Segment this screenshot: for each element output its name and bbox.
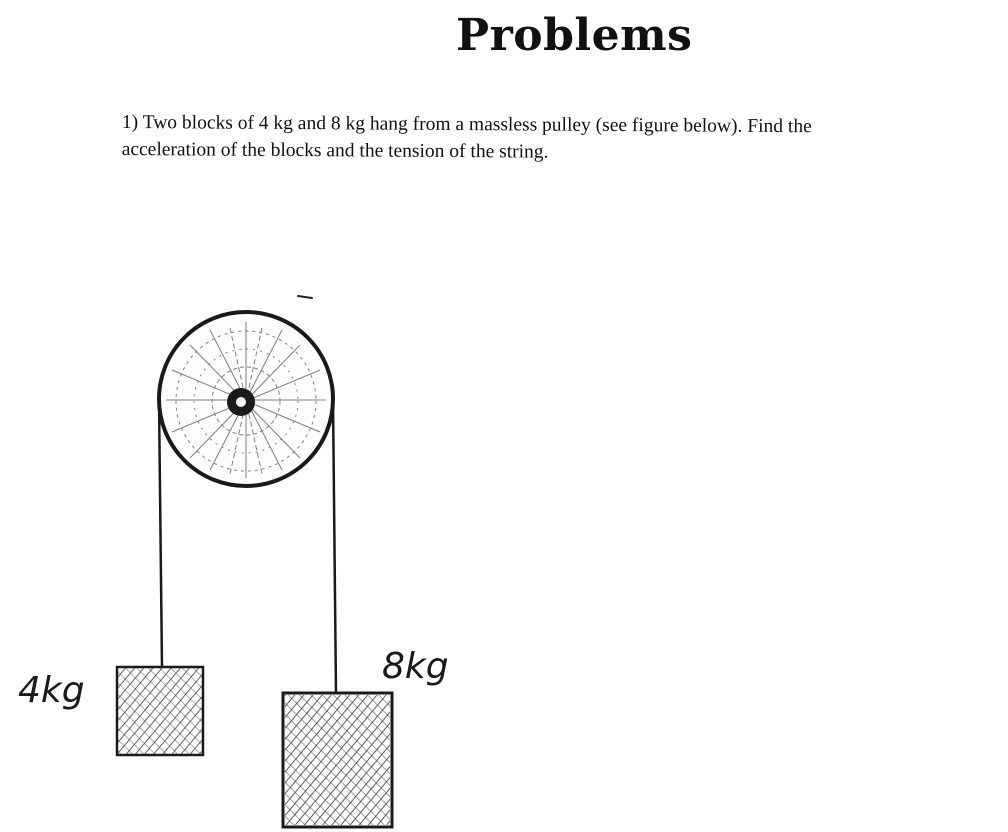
stray-pen-mark (298, 296, 312, 298)
left-string (159, 400, 162, 668)
label-4kg: 4kg (18, 670, 85, 711)
pulley (159, 312, 333, 486)
label-8kg: 8kg (382, 646, 449, 687)
problem-line-2: acceleration of the blocks and the tension of the string. (121, 138, 549, 163)
pulley-axle-hole (236, 397, 246, 407)
block-8kg (283, 693, 392, 827)
block-4kg (117, 667, 203, 755)
right-string (333, 400, 336, 694)
page-title: Problems (456, 10, 693, 61)
problem-line-1: 1) Two blocks of 4 kg and 8 kg hang from a massless pulley (see figure below). Find the (121, 111, 812, 138)
